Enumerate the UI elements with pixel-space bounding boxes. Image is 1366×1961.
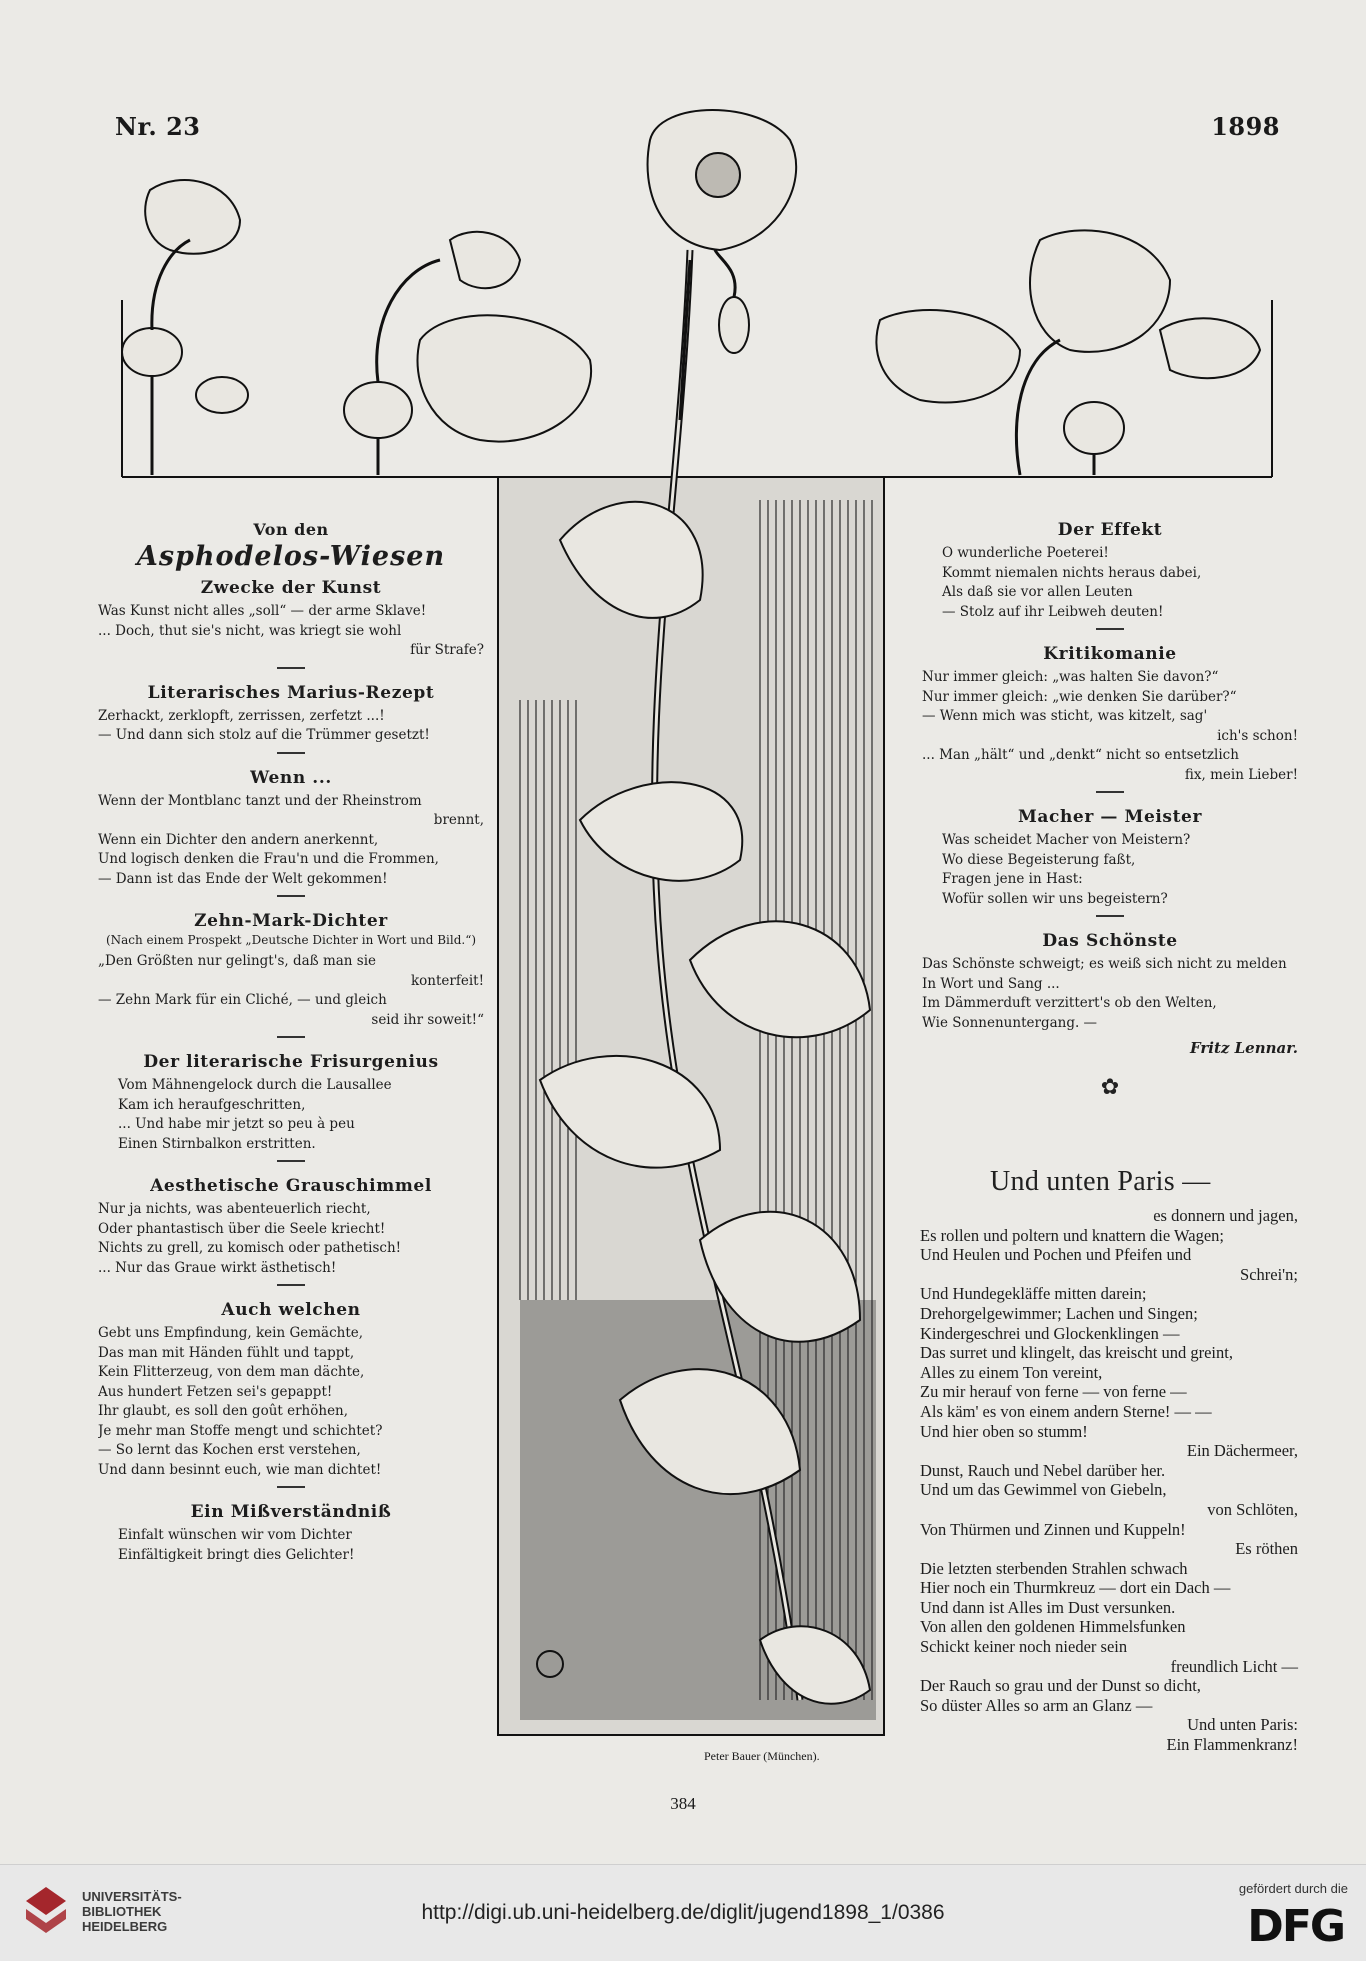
poem-title: Aesthetische Grauschimmel bbox=[150, 1176, 432, 1196]
poem-line: Und dann ist Alles im Dust versunken. bbox=[920, 1597, 1176, 1617]
poem-title: Auch welchen bbox=[221, 1300, 361, 1320]
dfg-logo: DFG bbox=[1247, 1901, 1344, 1952]
poem-line: ... Nur das Graue wirkt ästhetisch! bbox=[98, 1259, 337, 1276]
year: 1898 bbox=[1211, 112, 1280, 141]
separator-rule bbox=[277, 1160, 305, 1162]
poem bbox=[922, 644, 1298, 793]
poem-line: Kommt niemalen nichts heraus dabei, bbox=[942, 564, 1202, 581]
poem-title: Zwecke der Kunst bbox=[200, 578, 382, 598]
poem-line: ... Doch, thut sie's nicht, was kriegt sie wohl bbox=[98, 622, 402, 639]
separator-rule bbox=[277, 895, 305, 897]
right-poem-list bbox=[922, 520, 1298, 1033]
poem-line: Wie Sonnenuntergang. — bbox=[922, 1014, 1098, 1031]
poem-line: ... Man „hält“ und „denkt“ nicht so entsetzlich bbox=[922, 747, 1239, 763]
poem-line: — Und dann sich stolz auf die Trümmer gesetzt! bbox=[98, 727, 430, 743]
poem-line: Oder phantastisch über die Seele kriecht! bbox=[98, 1220, 386, 1237]
separator-rule bbox=[1096, 628, 1124, 630]
section-heading: Asphodelos-Wiesen bbox=[136, 541, 446, 572]
right-column bbox=[922, 514, 1298, 1106]
poem-line: — So lernt das Kochen erst verstehen, bbox=[98, 1442, 361, 1458]
poem-line: So düster Alles so arm an Glanz — bbox=[920, 1695, 1153, 1715]
poem-line: seid ihr soweit!“ bbox=[371, 1011, 484, 1028]
poem-line: „Den Größten nur gelingt's, daß man sie bbox=[98, 953, 377, 969]
poem-title: Literarisches Marius-Rezept bbox=[147, 682, 435, 703]
poem-line: Von Thürmen und Zinnen und Kuppeln! bbox=[920, 1519, 1186, 1539]
poem-line: fix, mein Lieber! bbox=[1184, 766, 1298, 783]
poem-line: Und logisch denken die Frau'n und die Frommen, bbox=[98, 851, 439, 867]
footer-bar bbox=[0, 1864, 1366, 1961]
library-name-line: BIBLIOTHEK bbox=[82, 1904, 162, 1919]
paris-poem bbox=[920, 1206, 1298, 1755]
poem-line: Das surret und klingelt, das kreischt und greint, bbox=[920, 1343, 1233, 1363]
left-poem-list bbox=[98, 578, 484, 1565]
poem-line: Wo diese Begeisterung faßt, bbox=[942, 851, 1136, 868]
separator-rule bbox=[277, 752, 305, 754]
author-signature: Fritz Lennar. bbox=[1189, 1039, 1298, 1057]
poem-line: Fragen jene in Hast: bbox=[942, 871, 1083, 887]
separator-rule bbox=[277, 1036, 305, 1038]
poem bbox=[98, 1300, 484, 1488]
left-column bbox=[98, 520, 484, 1571]
poem-line: Von allen den goldenen Himmelsfunken bbox=[920, 1617, 1186, 1637]
poem-line: Drehorgelgewimmer; Lachen und Singen; bbox=[920, 1303, 1198, 1323]
separator-rule bbox=[277, 667, 305, 669]
poem-title: Zehn-Mark-Dichter bbox=[194, 911, 388, 931]
poem-line: Der Rauch so grau und der Dunst so dicht, bbox=[920, 1676, 1201, 1696]
issue-number: Nr. 23 bbox=[115, 112, 201, 141]
poem-line: Alles zu einem Ton vereint, bbox=[920, 1362, 1103, 1382]
poem-line: Aus hundert Fetzen sei's gepappt! bbox=[98, 1383, 333, 1400]
poem-line: Das man mit Händen fühlt und tappt, bbox=[98, 1344, 355, 1361]
separator-rule bbox=[1096, 915, 1124, 917]
poem-line: Ihr glaubt, es soll den goût erhöhen, bbox=[98, 1403, 349, 1419]
poem-line: Wenn der Montblanc tanzt und der Rheinstrom bbox=[98, 792, 422, 809]
library-name-line: HEIDELBERG bbox=[82, 1919, 168, 1934]
poem-line: Ein Flammenkranz! bbox=[1166, 1735, 1298, 1755]
library-name-line: UNIVERSITÄTS- bbox=[82, 1889, 182, 1904]
poem-line: Was scheidet Macher von Meistern? bbox=[942, 832, 1191, 848]
poem-line: ich's schon! bbox=[1217, 727, 1298, 744]
poem-line: Einfältigkeit bringt dies Gelichter! bbox=[118, 1546, 355, 1563]
poem-title: Der literarische Frisurgenius bbox=[143, 1052, 439, 1072]
poem-line: Und Heulen und Pochen und Pfeifen und bbox=[920, 1245, 1192, 1265]
poem-line: Schrei'n; bbox=[1240, 1264, 1298, 1284]
poem-title: Kritikomanie bbox=[1043, 644, 1177, 664]
poem-line: — Stolz auf ihr Leibweh deuten! bbox=[942, 603, 1164, 620]
poem-line: Zerhackt, zerklopft, zerrissen, zerfetzt ...! bbox=[98, 707, 385, 724]
poem-line: Und hier oben so stumm! bbox=[920, 1421, 1088, 1441]
poem-line: für Strafe? bbox=[410, 642, 484, 658]
poem-line: Und Hundegekläffe mitten darein; bbox=[920, 1284, 1147, 1304]
section-heading-top: Von den bbox=[253, 520, 329, 539]
poem-line: Einfalt wünschen wir vom Dichter bbox=[118, 1527, 352, 1543]
poem bbox=[922, 807, 1298, 917]
permalink[interactable]: http://digi.ub.uni-heidelberg.de/diglit/jugend1898_1/0386 bbox=[421, 1901, 945, 1924]
poem-title: Macher — Meister bbox=[1017, 807, 1203, 827]
poem bbox=[98, 1052, 484, 1162]
poem-line: — Dann ist das Ende der Welt gekommen! bbox=[98, 870, 388, 887]
poem-line: Gebt uns Empfindung, kein Gemächte, bbox=[98, 1325, 364, 1341]
separator-rule bbox=[277, 1486, 305, 1488]
poem-line: Und um das Gewimmel von Giebeln, bbox=[920, 1480, 1167, 1500]
separator-rule bbox=[277, 1284, 305, 1286]
poem-line: konterfeit! bbox=[410, 972, 484, 989]
poem-line: Wenn ein Dichter den andern anerkennt, bbox=[98, 831, 379, 848]
poem-line: Nichts zu grell, zu komisch oder pathetisch! bbox=[98, 1240, 402, 1256]
funding-label: gefördert durch die bbox=[1238, 1881, 1348, 1896]
poem-line: ... Und habe mir jetzt so peu à peu bbox=[118, 1116, 355, 1132]
poem bbox=[922, 520, 1298, 630]
poem-title: Ein Mißverständniß bbox=[190, 1502, 392, 1522]
poem-line: — Wenn mich was sticht, was kitzelt, sag' bbox=[922, 708, 1208, 724]
poem-title: Der Effekt bbox=[1057, 520, 1163, 540]
poem-subtitle: (Nach einem Prospekt „Deutsche Dichter in Wort und Bild.“) bbox=[105, 933, 477, 947]
poem-line: Was Kunst nicht alles „soll“ — der arme Sklave! bbox=[98, 603, 427, 619]
poem-line: Es röthen bbox=[1235, 1539, 1298, 1559]
poem-title: Das Schönste bbox=[1042, 931, 1178, 951]
poem bbox=[98, 1176, 484, 1286]
poem-line: Und unten Paris: bbox=[1187, 1715, 1298, 1735]
poem-line: Je mehr man Stoffe mengt und schichtet? bbox=[98, 1422, 383, 1439]
poem-line: Es rollen und poltern und knattern die Wagen; bbox=[920, 1225, 1225, 1245]
poem-line: Nur ja nichts, was abenteuerlich riecht, bbox=[98, 1201, 371, 1217]
separator-rule bbox=[1096, 791, 1124, 793]
flower-ornament-icon: ✿ bbox=[1100, 1075, 1120, 1100]
poem-line: Dunst, Rauch und Nebel darüber her. bbox=[920, 1460, 1166, 1480]
poem bbox=[98, 911, 484, 1038]
poem bbox=[98, 1502, 484, 1565]
poem bbox=[98, 768, 484, 898]
page-number: 384 bbox=[670, 1794, 696, 1813]
poem-line: freundlich Licht — bbox=[1170, 1656, 1298, 1676]
paris-poem-lines bbox=[920, 1206, 1298, 1755]
poem-line: Im Dämmerduft verzittert's ob den Welten, bbox=[922, 995, 1217, 1011]
poem-line: In Wort und Sang ... bbox=[922, 975, 1060, 992]
poem-line: Kein Flitterzeug, von dem man dächte, bbox=[98, 1364, 365, 1380]
poem bbox=[98, 578, 484, 669]
poem-line: brennt, bbox=[433, 812, 484, 828]
poem-line: Kindergeschrei und Glockenklingen — bbox=[920, 1323, 1180, 1343]
poem-line: Hier noch ein Thurmkreuz — dort ein Dach — bbox=[920, 1578, 1231, 1598]
poem-line: Zu mir herauf von ferne — von ferne — bbox=[920, 1382, 1187, 1402]
poem-line: Und dann besinnt euch, wie man dichtet! bbox=[98, 1461, 382, 1478]
poem-line: Nur immer gleich: „wie denken Sie darüber?“ bbox=[922, 688, 1237, 705]
poem-line: Das Schönste schweigt; es weiß sich nicht zu melden bbox=[922, 956, 1287, 972]
poem-line: Einen Stirnbalkon erstritten. bbox=[118, 1135, 316, 1152]
illustration-caption: Peter Bauer (München). bbox=[704, 1749, 820, 1763]
poem-title: Wenn ... bbox=[250, 767, 332, 788]
poem-line: Nur immer gleich: „was halten Sie davon?“ bbox=[922, 669, 1219, 685]
poem-line: von Schlöten, bbox=[1207, 1499, 1298, 1519]
poem-line: Vom Mähnengelock durch die Lausallee bbox=[118, 1077, 392, 1093]
poem-line: Als käm' es von einem andern Sterne! — — bbox=[920, 1401, 1212, 1421]
poem-line: es donnern und jagen, bbox=[1153, 1206, 1298, 1225]
poem-line: Kam ich heraufgeschritten, bbox=[118, 1096, 306, 1113]
poem-line: Schickt keiner noch nieder sein bbox=[920, 1637, 1128, 1657]
poem-line: — Zehn Mark für ein Cliché, — und gleich bbox=[98, 992, 387, 1008]
poem-line: Als daß sie vor allen Leuten bbox=[942, 584, 1133, 600]
poem bbox=[98, 683, 484, 754]
poem-line: O wunderliche Poeterei! bbox=[942, 545, 1109, 561]
paris-poem-title: Und unten Paris — bbox=[990, 1166, 1211, 1197]
poem-line: Wofür sollen wir uns begeistern? bbox=[942, 890, 1168, 907]
poem-line: Ein Dächermeer, bbox=[1186, 1441, 1298, 1461]
poem-line: Die letzten sterbenden Strahlen schwach bbox=[920, 1558, 1188, 1578]
poem bbox=[922, 931, 1298, 1033]
